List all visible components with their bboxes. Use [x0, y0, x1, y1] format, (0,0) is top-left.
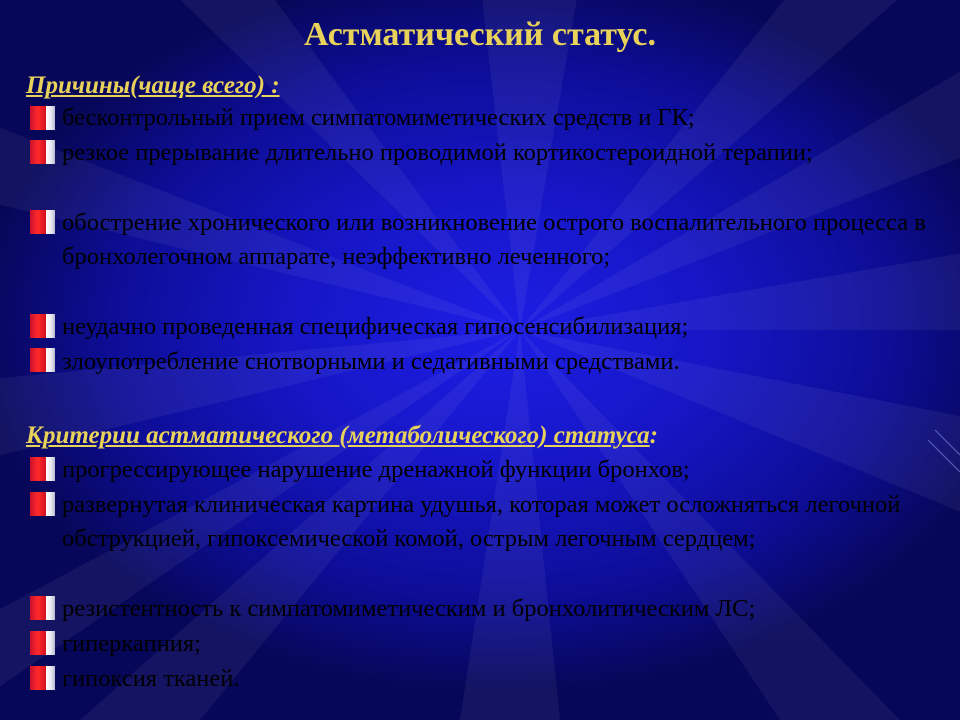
criteria-heading-colon: : — [649, 422, 658, 449]
cause-item-2: резкое прерывание длительно проводимой кортикостероидной терапии; — [62, 139, 813, 166]
criteria-item-3: резистентность к симпатомиметическим и бронхолитическим ЛС; — [62, 595, 756, 622]
criteria-item-1: прогрессирующее нарушение дренажной функции бронхов; — [62, 456, 690, 483]
criteria-heading-text: Критерии астматического (метаболического) статуса — [26, 422, 650, 449]
bullet-icon — [30, 492, 58, 516]
criteria-item-5: гипоксия тканей. — [62, 665, 240, 692]
cause-item-3: обострение хронического или возникновение острого воспалительного процесса в бронхолегочном аппарате, неэффективно леченного; — [62, 209, 926, 270]
causes-heading: Причины(чаще всего) : — [26, 72, 280, 99]
bullet-icon — [30, 348, 58, 372]
bullet-icon — [30, 314, 58, 338]
bullet-icon — [30, 140, 58, 164]
bullet-icon — [30, 631, 58, 655]
bullet-icon — [30, 666, 58, 690]
criteria-item-4: гиперкапния; — [62, 630, 201, 657]
criteria-heading — [26, 420, 658, 452]
bullet-icon — [30, 596, 58, 620]
bullet-icon — [30, 210, 58, 234]
cause-item-1: бесконтрольный прием симпатомиметических средств и ГК; — [62, 104, 695, 131]
bullet-icon — [30, 457, 58, 481]
criteria-item-2: развернутая клиническая картина удушья, которая может осложняться легочной обструкцией, гипоксемической комой, острым легочным сердцем; — [62, 491, 901, 552]
slide-title: Астматический статус. — [303, 16, 656, 53]
cause-item-4: неудачно проведенная специфическая гипосенсибилизация; — [62, 313, 689, 340]
cause-item-5: злоупотребление снотворными и седативными средствами. — [62, 348, 680, 375]
bullet-icon — [30, 106, 58, 130]
